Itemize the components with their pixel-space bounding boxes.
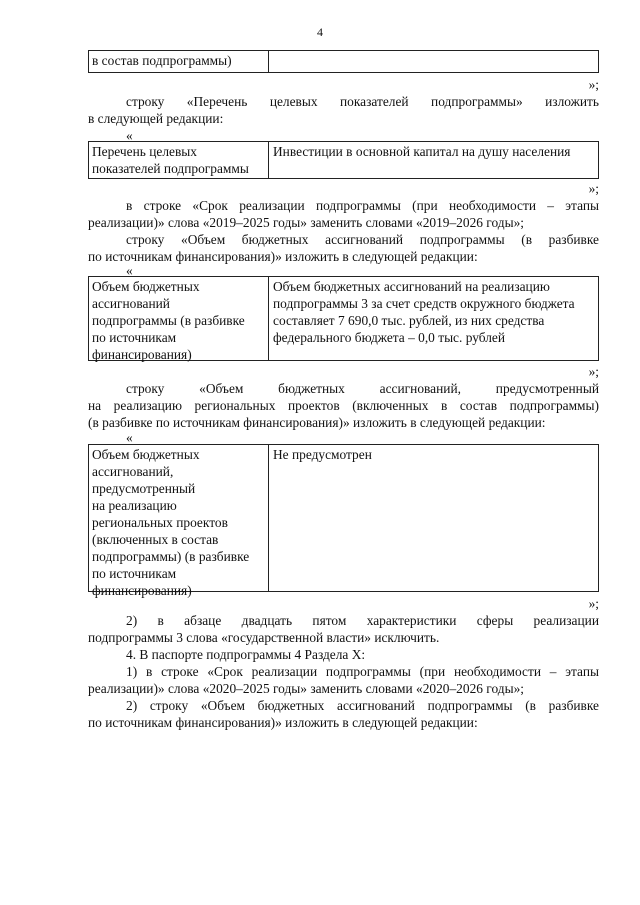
table-cell-value: Не предусмотрен (273, 447, 372, 462)
paragraph-line: 2) в абзаце двадцать пятом характеристики сферы реализации (126, 613, 599, 628)
table-cell-label: Объем бюджетных ассигнований, предусмотренный на реализацию региональных проектов (включенных в состав подпрограммы) (в разбивке по источникам финансирования) (89, 445, 269, 591)
closing-quote: »; (588, 364, 599, 379)
table-regional-projects (88, 444, 599, 598)
closing-quote: »; (588, 181, 599, 196)
paragraph-line: 1) в строке «Срок реализации подпрограммы (при необходимости – этапы (126, 664, 599, 679)
paragraph-line: строку «Объем бюджетных ассигнований, предусмотренный (126, 381, 599, 396)
paragraph-line: 2) строку «Объем бюджетных ассигнований подпрограммы (в разбивке (126, 698, 599, 713)
paragraph-line: по источникам финансирования)» изложить в следующей редакции: (88, 715, 478, 730)
paragraph-line: по источникам финансирования)» изложить в следующей редакции: (88, 249, 478, 264)
paragraph-line: строку «Объем бюджетных ассигнований подпрограммы (в разбивке (126, 232, 599, 247)
paragraph-line: в строке «Срок реализации подпрограммы (при необходимости – этапы (126, 198, 599, 213)
table-budget-allocations (88, 276, 599, 361)
table-target-indicators (88, 141, 599, 179)
table-cell-value (269, 51, 598, 72)
paragraph-line: подпрограммы 3 слова «государственной власти» исключить. (88, 630, 440, 645)
table-fragment-top (88, 50, 599, 73)
paragraph-line: на реализацию региональных проектов (включенных в состав подпрограммы) (88, 398, 599, 413)
paragraph-line: реализации)» слова «2019–2025 годы» заменить словами «2019–2026 годы»; (88, 215, 525, 230)
table-cell-value: Объем бюджетных ассигнований на реализацию подпрограммы 3 за счет средств окружного бюджета составляет 7 690,0 тыс. рублей, из них средства федерального бюджета – 0,0 тыс. рублей (273, 279, 575, 345)
table-cell-label: в состав подпрограммы) (89, 51, 269, 72)
paragraph-line: реализации)» слова «2020–2025 годы» заменить словами «2020–2026 годы»; (88, 681, 525, 696)
page-number: 4 (317, 25, 323, 39)
closing-quote: »; (588, 77, 599, 92)
paragraph-line: 4. В паспорте подпрограммы 4 Раздела X: (126, 647, 366, 662)
table-cell-value: Инвестиции в основной капитал на душу населения (273, 144, 571, 159)
paragraph-line: в следующей редакции: (88, 111, 224, 126)
closing-quote: »; (588, 596, 599, 611)
paragraph-line: строку «Перечень целевых показателей подпрограммы» изложить (126, 94, 599, 109)
opening-quote: « (126, 128, 133, 143)
table-cell-label: Объем бюджетных ассигнований подпрограммы (в разбивке по источникам финансирования) (89, 277, 269, 360)
opening-quote: « (126, 430, 133, 445)
opening-quote: « (126, 263, 133, 278)
table-cell-label: Перечень целевых показателей подпрограммы (89, 142, 269, 178)
paragraph-line: (в разбивке по источникам финансирования)» изложить в следующей редакции: (88, 415, 546, 430)
